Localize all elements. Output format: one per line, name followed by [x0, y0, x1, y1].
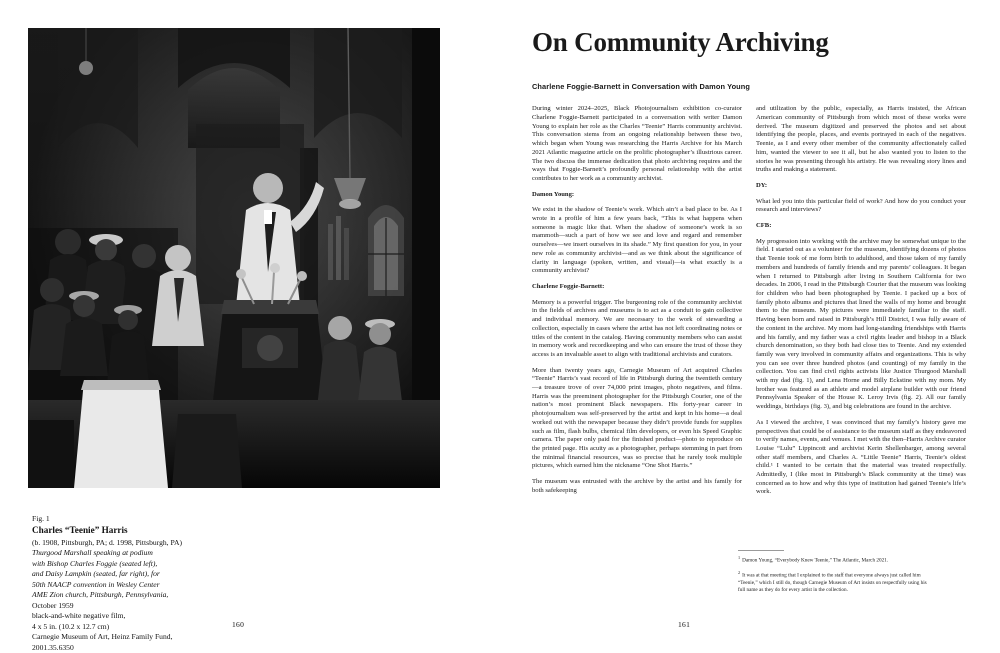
column-one [532, 105, 742, 504]
figure-medium: black-and-white negative film, [32, 611, 126, 621]
speaker-label-dy-2: DY: [756, 181, 768, 189]
figure-artist: Charles “Teenie” Harris [32, 525, 128, 536]
intro-paragraph: During winter 2024–2025, Black Photojournalism exhibition co-curator Charlene Foggie-Barnett participated in a conversation with writer Damon Young to explain her role as the Charles “Teenie” Harris community archivist. This conversation stems from an ongoing relationship between these two, which began when Young was researching the Harris Archive for his March 2021 Atlantic magazine article on the prolific photographer’s illustrious career. The two discuss the immense dedication that photo archiving requires and the ways that Foggie-Barnett’s profoundly personal relationship with the artist contributes to her work as a community archivist. [532, 105, 742, 182]
figure-work-line-4: 50th NAACP convention in Wesley Center [32, 579, 160, 589]
right-page [500, 0, 1000, 653]
col2-paragraph-1: and utilization by the public, especially, as Harris insisted, the African American community of Pittsburgh from which most of these works were derived. The museum digitized and preserved the photos and set about identifying the people, places, and events portrayed in each of the negatives. Teenie, as I and every other member of the community affectionately called him, wanted the viewer to see it all, but he also wanted you to listen to the stories he was presenting through his artistry. He was revealing story lines and truths and making a statement. [756, 105, 966, 174]
col1-paragraph-2: Memory is a powerful trigger. The burgeoning role of the community archivist in the fields of archives and museums is to act as a conduit to gain collective and individual memory. We are necessary to the work of stewarding a collection, especially in cases where the artist has not left coordinating notes or titles of the content in the catalog. Having community members who can assist in memory work and recordkeeping and who can ensure the trust of those they access is an invaluable asset to align with traditional archivists and curators. [532, 298, 742, 358]
figure-accession-number: 2001.35.6350 [32, 642, 74, 652]
figure-work-line-2: with Bishop Charles Foggie (seated left), [32, 558, 158, 568]
footnote-2-number: 2 [738, 570, 741, 576]
figure-photograph [28, 28, 440, 488]
col1-paragraph-4: The museum was entrusted with the archive by the artist and his family for both safekeeping [532, 478, 742, 494]
speaker-label-cfb: Charlene Foggie-Barnett: [532, 283, 605, 290]
figure-number: Fig. 1 [32, 514, 50, 523]
col2-paragraph-3: My progression into working with the archive may be somewhat unique to the field. I started out as a volunteer for the museum, identifying dozens of photos that Teenie took of me form birth to adulthood, and those taken of my family members and hundreds of family friends and my parents’ colleagues. It began when I returned to Pittsburgh after living in Southern California for two decades. In 2006, I read in the Pittsburgh Courier that the museum was looking for children who had been photographed by Teenie. I packed up a box of family photo albums and pictures that lined the walls of my home and brought them to the museum. My pictures were immediately familiar to the staff. Having been born and raised in Pittsburgh’s Hill District, I was fully aware of the content in the archive. My mom had long-standing friendships with Harris and his family, and my father was a civil rights leader and bishop in a Black church denomination, so they both had close ties to Teenie. And my extended family was very involved in community affairs and organizations. This is why you can see over three hundred photos (and counting) of my family in the collection. You can find civil rights activists like Justice Thurgood Marshall with my dad (fig. 1), and Lena Horne and Billy Eckstine with my mom. My brother was featured as an athlete and model airplane builder with our friend Pennsylvania Speaker of the House K. Leroy Irvis (fig. 2). All our family weddings, birthdays (fig. 3), and big celebrations are found in the archive. [756, 237, 966, 411]
footnote-2-text: It was at that meeting that I explained to the staff that everyone always just called him “Teenie,” which I still do, though Carnegie Museum of Art insists on respectfully using his full name as they do for every artist in the collection. [738, 572, 927, 593]
figure-work-date: October 1959 [32, 600, 74, 610]
figure-caption [32, 514, 272, 653]
text-columns [532, 105, 966, 504]
footnote-1-number: 1 [738, 555, 741, 561]
footnote-2 [738, 570, 934, 594]
speaker-label-dy: Damon Young: [532, 190, 575, 198]
figure-credit-line-1: Carnegie Museum of Art, Heinz Family Fund, [32, 632, 173, 642]
column-two [756, 105, 966, 504]
footnote-1 [738, 555, 934, 565]
footnotes [738, 550, 934, 599]
photograph-illustration [28, 28, 440, 488]
footnote-rule [738, 550, 784, 551]
page-number-left: 160 [232, 620, 245, 629]
speaker-label-cfb-2: CFB: [756, 222, 772, 230]
figure-artist-dates: (b. 1908, Pittsburgh, PA; d. 1998, Pittsburgh, PA) [32, 537, 183, 547]
col2-paragraph-4: As I viewed the archive, I was convinced that my family’s history gave me perspectives that could be of assistance to the museum staff as they endeavored to verify names, events, and venues. I met with the then–Harris Archive curator Louise “Lulu” Lippincott and archivist Kerin Shellenbarger, among several other staff members, and Charles A. “Little Teenie” Harris, Teenie’s oldest child.¹ I wanted to be certain that the material was treated respectfully. Admittedly, I (like most in Pittsburgh’s Black community at the time) was concerned as to how and why this type of institution had gained Teenie’s life’s work. [756, 418, 966, 496]
page-number-right: 161 [678, 620, 691, 629]
col2-question: What led you into this particular field of work? And how do you conduct your research and interviews? [756, 197, 966, 214]
figure-work-line-5: AME Zion church, Pittsburgh, Pennsylvania, [32, 590, 169, 600]
col1-paragraph-1: We exist in the shadow of Teenie’s work. Which ain’t a bad place to be. As I wrote in a profile of him a few years back, “This is what happens when someone is magic like that. When the shadow of someone’s work is so mammoth—such a part of how we see and love and regard and remember ourselves—we insert ourselves in its shade.” My first question for you, in your new role as community archivist—and as we think about the significance of clarity in language (spoken, written, and visual)—is what exactly is a community archivist? [532, 206, 742, 275]
col1-paragraph-3: More than twenty years ago, Carnegie Museum of Art acquired Charles “Teenie” Harris’s vast record of life in Pittsburgh during the twentieth century—a treasure trove of over 74,000 print images, photo negatives, and films. Harris was the preeminent photographer for the Pittsburgh Courier, one of the nation’s most prominent Black newspapers. His forty-year career in photojournalism was self-preserved by the artist and kept in his home—a deal worked out with the newspaper because they didn’t provide funds for supplies such as film, flash bulbs, chemical film developers, or even his Speed Graphic camera. The paper only paid for the finished product—photo to reproduce on the printed page. His acuity as a photographer, perhaps stemming in part from the minimal financial resources, was so precise that he rarely took multiple pictures, which earned him the nickname “One Shot Harris.” [532, 366, 742, 470]
figure-dimensions: 4 x 5 in. (10.2 x 12.7 cm) [32, 621, 110, 631]
figure-work-line-1: Thurgood Marshall speaking at podium [32, 548, 153, 558]
footnote-1-text: Damon Young, “Everybody Knew Teenie,” The Atlantic, March 2021. [742, 558, 889, 565]
figure-work-line-3: and Daisy Lampkin (seated, far right), for [32, 569, 160, 579]
article-subtitle: Charlene Foggie-Barnett in Conversation with Damon Young [532, 82, 751, 92]
page-title: On Community Archiving [532, 27, 829, 57]
